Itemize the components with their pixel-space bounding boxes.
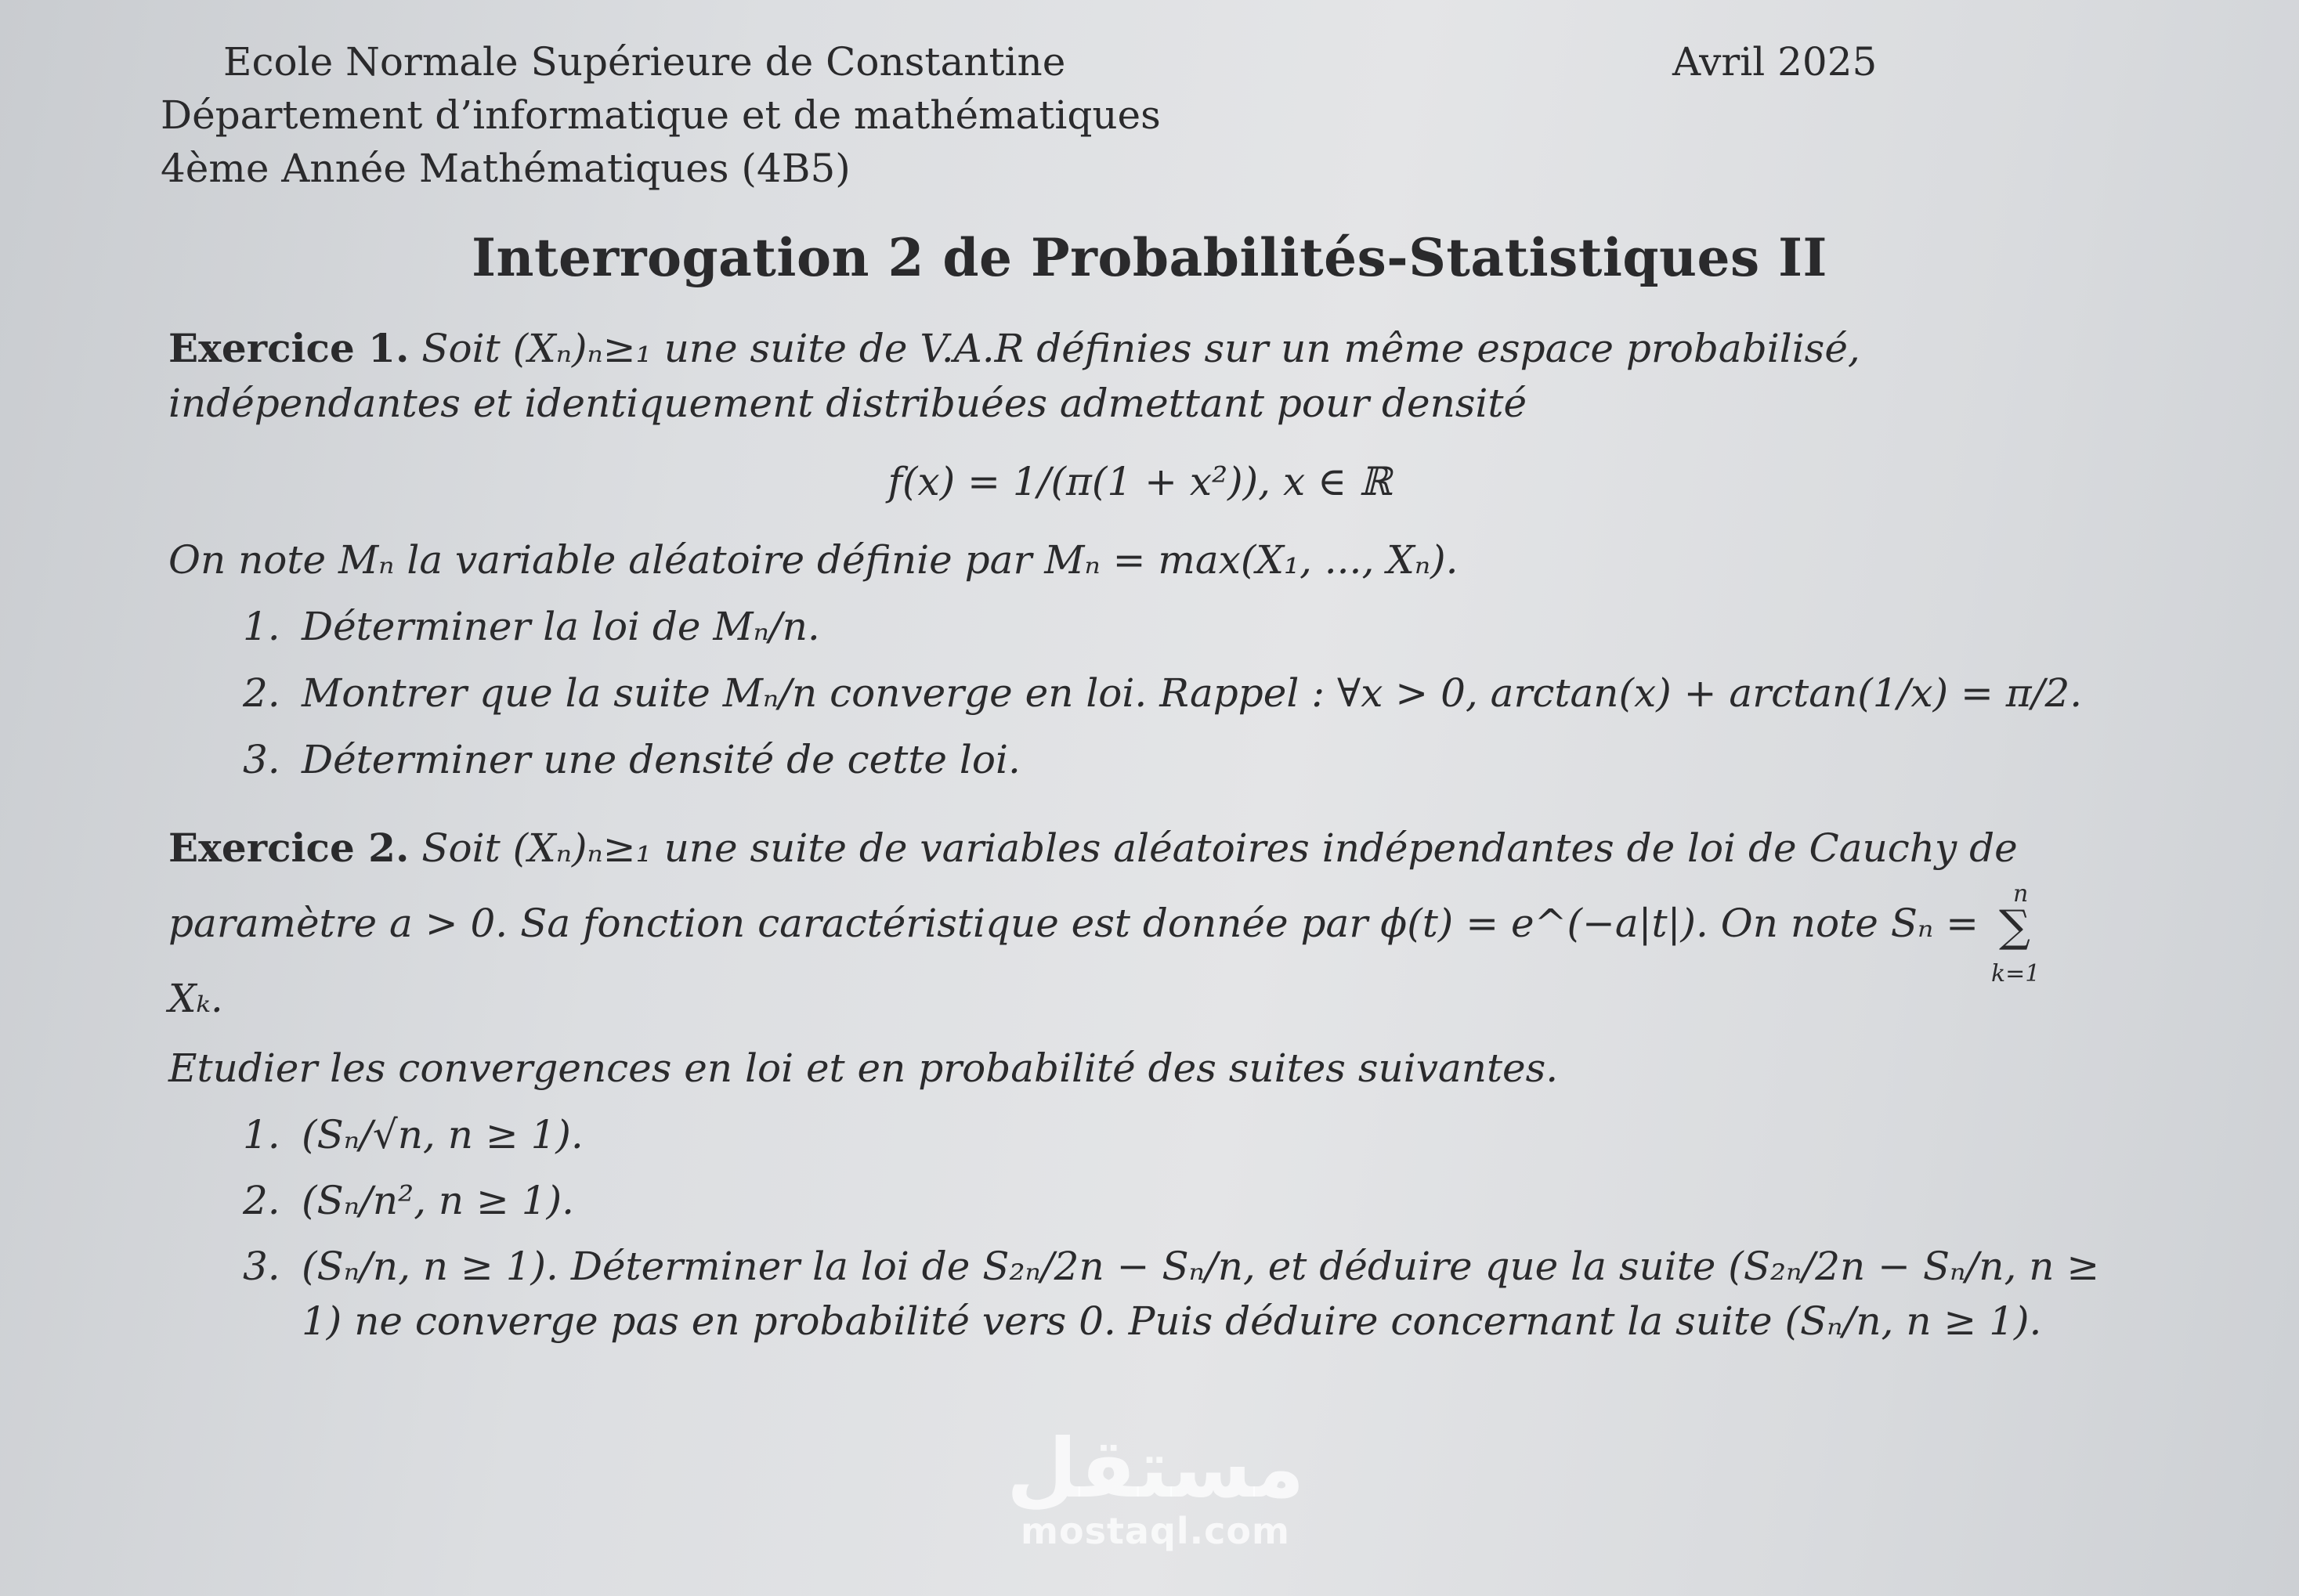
mostaql-watermark: [1007, 1421, 1305, 1552]
sum-term: Xₖ.: [168, 976, 223, 1021]
list-item: 1. Déterminer la loi de Mₙ/n.: [243, 604, 820, 649]
school-name: Ecole Normale Supérieure de Constantine: [223, 39, 1066, 85]
list-item: 2. (Sₙ/n², n ≥ 1).: [243, 1178, 574, 1223]
watermark-arabic: مستقل: [1007, 1421, 1305, 1516]
list-item: 3. (Sₙ/n, n ≥ 1). Déterminer la loi de S₂ₙ/2n − Sₙ/n, et déduire que la suite (S₂ₙ/2n − Sₙ/n, n ≥ 1) ne converge pas en probabilité vers 0. Puis déduire concernant la suite (Sₙ/n, n ≥ 1).: [243, 1244, 2100, 1344]
exercise-2-heading: Exercice 2.: [168, 825, 410, 871]
institution-header: [161, 35, 1161, 195]
class-year: 4ème Année Mathématiques (4B5): [161, 146, 851, 191]
exercise-1-questions: [168, 599, 2111, 787]
list-item: 3. Déterminer une densité de cette loi.: [243, 737, 1021, 782]
exercise-2: [168, 811, 2111, 1349]
density-formula: f(x) = 1/(π(1 + x²)), x ∈ ℝ: [887, 459, 1392, 504]
exercise-2-study: Etudier les convergences en loi et en probabilité des suites suivantes.: [168, 1045, 1559, 1091]
exam-date: Avril 2025: [1672, 39, 1878, 85]
exercise-1-note: On note Mₙ la variable aléatoire définie par Mₙ = max(X₁, ..., Xₙ).: [168, 537, 1459, 583]
list-item: 1. (Sₙ/√n, n ≥ 1).: [243, 1112, 584, 1157]
list-item: 2. Montrer que la suite Mₙ/n converge en loi. Rappel : ∀x > 0, arctan(x) + arctan(1/x) = π/2.: [243, 670, 2083, 716]
exercise-1-intro: Soit (Xₙ)ₙ≥₁ une suite de V.A.R définies sur un même espace probabilisé, indépendantes et identiquement distribuées admettant pour densité: [168, 326, 1860, 426]
department-name: Département d’informatique et de mathématiques: [161, 92, 1161, 138]
exam-title: Interrogation 2 de Probabilités-Statistiques II: [472, 227, 1827, 288]
sum-operator: n ∑ k=1: [1990, 880, 2041, 988]
exercise-1-heading: Exercice 1.: [168, 325, 410, 371]
watermark-latin: mostaql.com: [1021, 1510, 1290, 1552]
exercise-1: [168, 321, 2111, 787]
exercise-2-intro: Soit (Xₙ)ₙ≥₁ une suite de variables aléatoires indépendantes de loi de Cauchy de paramètre a > 0. Sa fonction caractéristique est donnée par ϕ(t) = e^(−a|t|). On note Sₙ =: [168, 825, 2018, 946]
exercise-2-questions: [168, 1107, 2111, 1349]
